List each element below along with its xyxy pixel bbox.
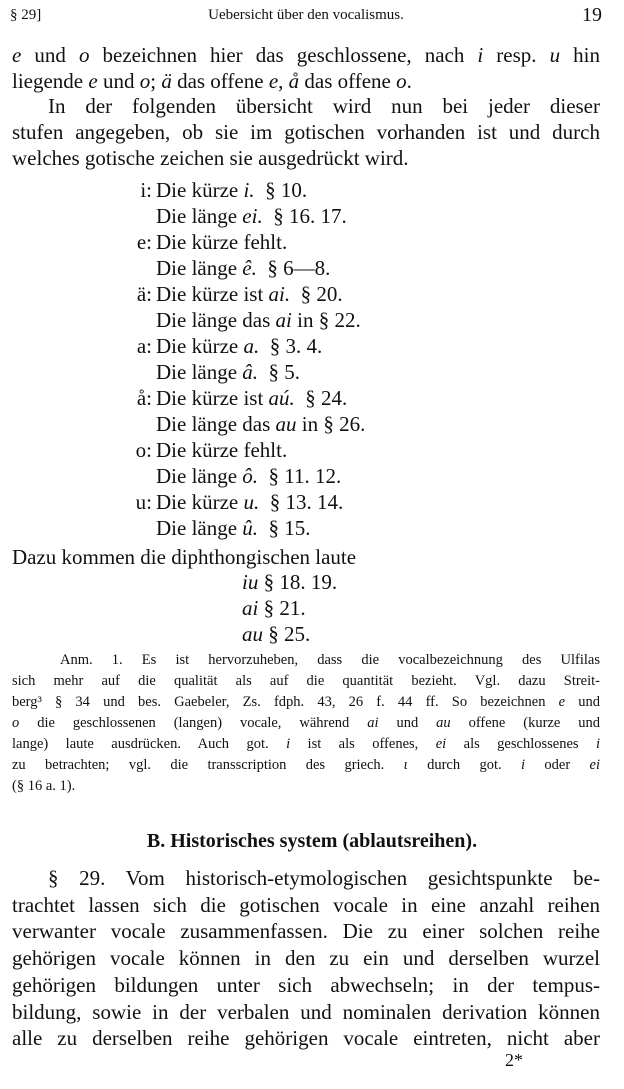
vowel-description: Die kürze ist aú. § 24. (156, 386, 348, 410)
vowel-description: Die kürze fehlt. (156, 230, 288, 254)
italic-term: a. (243, 334, 260, 358)
text-line: bildung, sowie in der verbalen und nominalen derivation können (12, 999, 600, 1024)
vowel-key: å: (136, 386, 152, 410)
italic-term: ei. (242, 204, 263, 228)
italic-term: ai (367, 715, 379, 731)
italic-term: ä (161, 69, 172, 93)
text-line: trachtet lassen sich die gotischen vocale in eine anzahl reihen (12, 892, 600, 917)
annotation-line: sich mehr auf die qualität als auf die quantität bezieht. Vgl. dazu Streit- (12, 673, 600, 689)
text-line: welches gotische zeichen sie ausgedrückt wird. (12, 146, 409, 170)
italic-term: e (268, 69, 279, 93)
annotation-line: lange) laute ausdrücken. Auch got. i ist als offenes, ei als geschlossenes i (12, 736, 601, 752)
text-line: § 29. Vom historisch-etymologischen gesichtspunkte be- (48, 866, 600, 890)
diphthong-item: au § 25. (242, 622, 311, 646)
vowel-description: Die länge â. § 5. (156, 360, 301, 384)
italic-term: û. (242, 516, 259, 540)
section-heading: B. Historisches system (ablautsreihen). (146, 830, 478, 852)
italic-term: u (549, 43, 561, 67)
vowel-key: ä: (136, 282, 152, 306)
diphthong-item: iu § 18. 19. (242, 570, 338, 594)
italic-term: o (139, 69, 151, 93)
italic-term: i (286, 736, 291, 752)
header-title: Uebersicht über den vocalismus. (208, 7, 404, 23)
italic-term: ê. (242, 256, 257, 280)
italic-term: o (396, 69, 407, 93)
italic-term: iu (242, 570, 259, 594)
italic-term: ι (403, 757, 408, 773)
text-line: gehörigen vocale können in den zu ein und derselben wurzel (12, 946, 600, 971)
vowel-key: a: (136, 334, 152, 358)
vowel-description: Die kürze i. § 10. (156, 178, 308, 202)
italic-term: au (242, 622, 263, 646)
header-section: § 29] (10, 7, 42, 23)
vowel-description: Die kürze ist ai. § 20. (156, 282, 343, 306)
vowel-description: Die länge ei. § 16. 17. (156, 204, 347, 228)
vowel-description: Die länge das ai in § 22. (156, 308, 361, 332)
vowel-description: Die kürze u. § 13. 14. (156, 490, 344, 514)
vowel-key: e: (136, 230, 152, 254)
vowel-description: Die länge ê. § 6—8. (156, 256, 331, 280)
page-number: 19 (582, 4, 602, 26)
diphthong-intro: Dazu kommen die diphthongischen laute (12, 545, 357, 569)
diphthong-item: ai § 21. (242, 596, 306, 620)
italic-term: e (12, 43, 22, 67)
italic-term: i (477, 43, 484, 67)
text-line: alle zu derselben reihe gehörigen vocale eintreten, nicht aber (12, 1026, 600, 1051)
italic-term: ai (242, 596, 259, 620)
italic-term: au (436, 715, 451, 731)
annotation-line: Anm. 1. Es ist hervorzuheben, dass die vocalbezeichnung des Ulfilas (60, 652, 600, 668)
italic-term: i. (243, 178, 255, 202)
vowel-description: Die kürze fehlt. (156, 438, 288, 462)
italic-term: ô. (242, 464, 259, 488)
vowel-key: i: (140, 178, 152, 202)
text-line: e und o bezeichnen hier das geschlossene, nach i resp. u hin (12, 43, 601, 67)
italic-term: o (12, 715, 20, 731)
text-line: stufen angegeben, ob sie im gotischen vorhanden ist und durch (12, 120, 600, 144)
italic-term: e (88, 69, 98, 93)
text-line: In der folgenden übersicht wird nun bei jeder dieser (48, 94, 600, 118)
italic-term: ei (589, 757, 600, 773)
italic-term: i (520, 757, 526, 773)
text-line: verwanter vocale zusammenfassen. Die zu einer solchen reihe (12, 919, 600, 944)
vowel-description: Die länge das au in § 26. (156, 412, 366, 436)
italic-term: ei (435, 736, 447, 752)
annotation-line: berg³ § 34 und bes. Gaebeler, Zs. fdph. 43, 26 f. 44 ff. So bezeichnen e und (12, 694, 600, 710)
italic-term: å (288, 69, 300, 93)
vowel-key: o: (135, 438, 152, 462)
annotation-line: o die geschlossenen (langen) vocale, während ai und au offene (kurze und (12, 715, 600, 731)
vowel-key: u: (135, 490, 152, 514)
italic-term: â. (242, 360, 259, 384)
text-line: gehörigen bildungen unter sich abwechseln; in der tempus- (12, 972, 600, 997)
italic-term: aú. (268, 386, 295, 410)
vowel-description: Die länge û. § 15. (156, 516, 311, 540)
text-line: liegende e und o; ä das offene e, å das offene o. (12, 69, 412, 93)
vowel-description: Die kürze a. § 3. 4. (156, 334, 323, 358)
annotation-line: (§ 16 a. 1). (12, 778, 76, 794)
italic-term: o (78, 43, 90, 67)
italic-term: e (558, 694, 566, 710)
italic-term: u. (243, 490, 260, 514)
vowel-description: Die länge ô. § 11. 12. (156, 464, 342, 488)
running-header (10, 4, 602, 26)
italic-term: au (275, 412, 297, 436)
italic-term: ai. (268, 282, 291, 306)
italic-term: i (595, 736, 601, 752)
annotation-line: zu betrachten; vgl. die transscription des griech. ι durch got. i oder ei (12, 757, 600, 773)
italic-term: ai (275, 308, 292, 332)
signature-mark: 2* (505, 1050, 523, 1070)
